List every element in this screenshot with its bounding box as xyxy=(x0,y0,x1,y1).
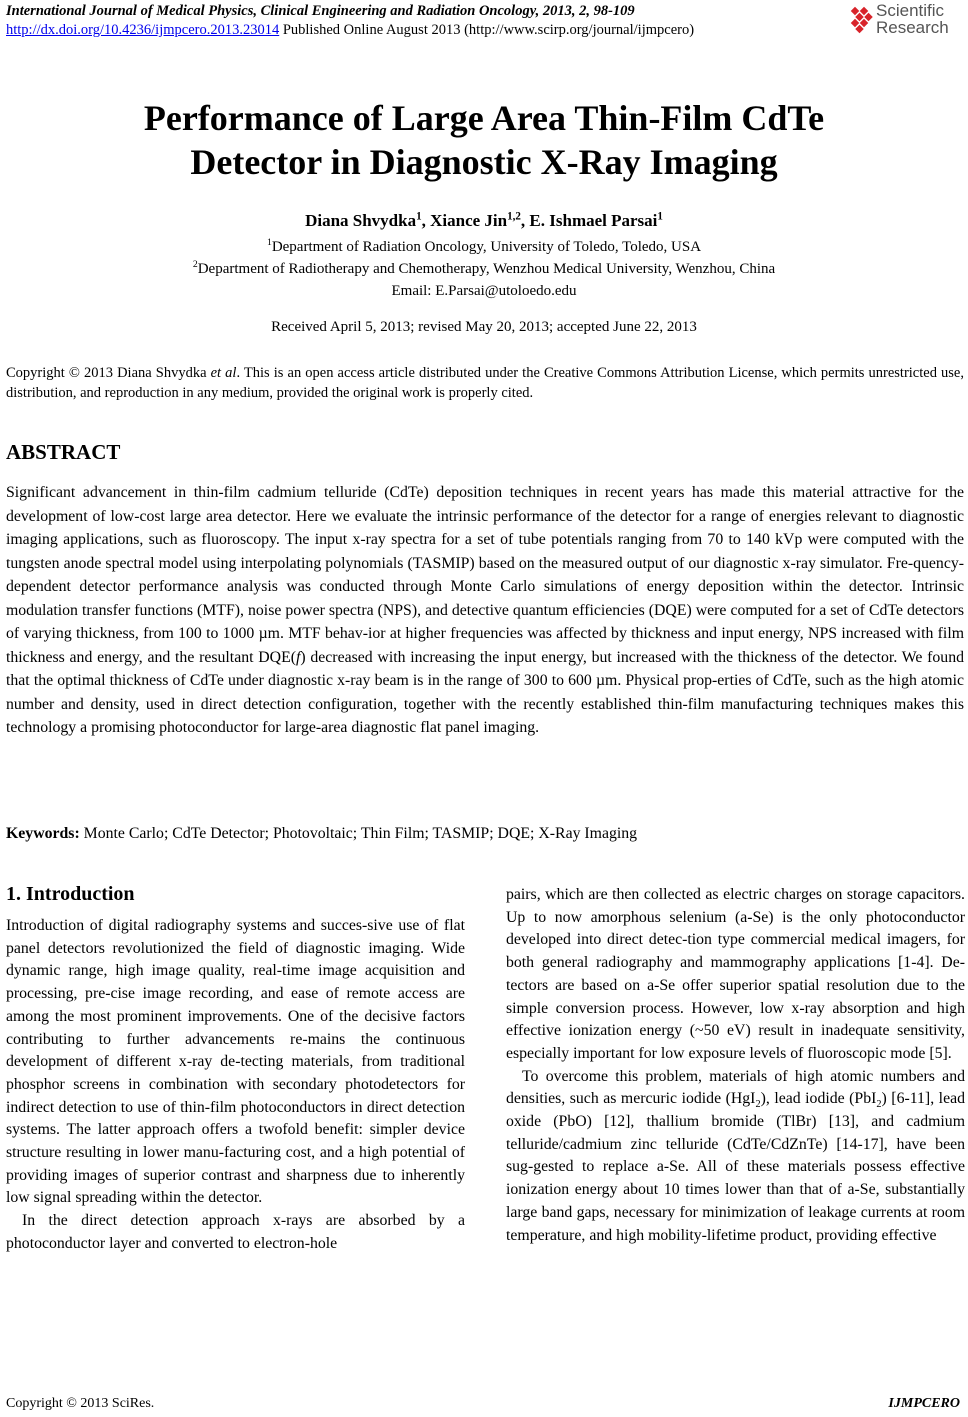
abstract-f: f xyxy=(295,648,301,666)
left-column xyxy=(6,880,465,1256)
doi-link[interactable]: http://dx.doi.org/10.4236/ijmpcero.2013.23014 xyxy=(6,22,280,38)
footer-journal: IJMPCERO xyxy=(888,1396,960,1411)
title-line1: Performance of Large Area Thin-Film CdTe xyxy=(143,98,825,138)
author-1-sup: 1 xyxy=(416,210,422,223)
published-info: Published Online August 2013 (http://www.scirp.org/journal/ijmpcero) xyxy=(279,22,695,38)
copyright-notice xyxy=(6,363,964,403)
right-column xyxy=(506,884,965,1247)
publisher-logo xyxy=(848,2,968,42)
volume-info: , 2013, 2, 98-109 xyxy=(535,3,635,19)
footer-copyright: Copyright © 2013 SciRes. xyxy=(6,1396,155,1411)
author-list: Diana Shvydka$^1$, Xiance Jin$^{1,2}$, E. Ishmael Parsai$^1$ xyxy=(305,210,663,230)
p4-sub2: 2 xyxy=(876,1099,882,1111)
author-1: Diana Shvydka xyxy=(305,211,417,230)
paper-title xyxy=(0,96,968,184)
affiliation-1-text: Department of Radiation Oncology, University of Toledo, Toledo, USA xyxy=(271,239,702,255)
affiliation-2-sup: 2 xyxy=(192,259,198,270)
affiliation-1 xyxy=(0,238,968,257)
journal-line xyxy=(6,2,836,21)
p4-a: To overcome this problem, materials of high atomic numbers and densities, such as mercuric iodide (HgI xyxy=(506,1067,965,1108)
affiliation-1-sup: 1 xyxy=(266,237,272,248)
intro-paragraph-1: Introduction of digital radiography systems and succes-sive use of flat panel detectors revolutionized the field of diagnostic imaging. Wide dynamic range, high image quality, real-time image acquisition and processing, pre-cise image recording, and ease of remote access are among the most prominent improvements. One of the decisive factors contributing to further advancements re-mains the continuous development of different x-ray de-tecting materials, from traditional phosphor screens in combination with secondary photodetectors for indirect detection to use of thin-film photoconductors in direct detection systems. The latter approach offers a twofold benefit: simpler device structure resulting in lower manu-facturing cost, and a high potential of providing images of superior contrast and sharpness due to inherently low signal spreading within the detector. xyxy=(6,917,465,1207)
logo-text xyxy=(876,2,949,36)
email: Email: E.Parsai@utoloedo.edu xyxy=(391,283,577,299)
abstract-body xyxy=(6,481,964,740)
received-dates: Received April 5, 2013; revised May 20, 2013; accepted June 22, 2013 xyxy=(271,319,697,335)
author-3-sup: 1 xyxy=(657,210,663,223)
p4-b: ), lead iodide (PbI xyxy=(760,1090,877,1108)
scientific-research-logo-icon xyxy=(850,6,874,34)
copyright-pre: Copyright © 2013 Diana Shvydka xyxy=(6,365,211,381)
journal-name: International Journal of Medical Physics, Clinical Engineering and Radiation Oncology xyxy=(6,3,536,19)
keywords-text: Monte Carlo; CdTe Detector; Photovoltaic; Thin Film; TASMIP; DQE; X-Ray Imaging xyxy=(79,825,638,842)
title-line2: Detector in Diagnostic X-Ray Imaging xyxy=(190,142,778,182)
affiliation-2-text: Department of Radiotherapy and Chemotherapy, Wenzhou Medical University, Wenzhou, China xyxy=(197,261,776,277)
journal-header xyxy=(6,2,836,40)
abstract-part2: ) decreased with increasing the input energy, but increased with the thickness of the detector. We found that the optimal thickness of CdTe under diagnostic x-ray beam is in the range of 300 to 600 µm. Physical prop-erties of CdTe, such as the high atomic number and density, used in direct detection configuration, together with the recently established thin-film manufacturing techniques makes this technology a promising photoconductor for large-area diagnostic flat panel imaging. xyxy=(6,648,964,736)
p4-c: ) [6-11], lead oxide (PbO) [12], thallium bromide (TlBr) [13], and cadmium telluride/cadmium zinc telluride (CdTe/CdZnTe) [14-17], have been sug-gested to replace a-Se. All of these materials possess effective ionization energy about 10 times lower than that of a-Se, substantially large band gaps, necessary for minimization of leakage currents at room temperature, and high mobility-lifetime product, providing effective xyxy=(506,1090,965,1244)
copyright-etal: et al xyxy=(210,365,237,381)
p4-sub1: 2 xyxy=(755,1099,761,1111)
author-3: E. Ishmael Parsai xyxy=(529,211,658,230)
logo-line2: Research xyxy=(876,18,949,37)
author-2-sup: 1,2 xyxy=(507,210,521,223)
page-footer xyxy=(6,1396,964,1412)
copyright-post: . This is an open access article distributed under the Creative Commons Attribution License, which permits unrestricted use, distribution, and reproduction in any medium, provided the original work is properly cited. xyxy=(6,365,964,401)
abstract-heading: ABSTRACT xyxy=(6,440,121,464)
section-heading: 1. Introduction xyxy=(6,883,135,905)
intro-paragraph-2: In the direct detection approach x-rays are absorbed by a photoconductor layer and converted to electron-hole xyxy=(6,1212,465,1252)
intro-paragraph-4 xyxy=(506,1066,965,1248)
keywords xyxy=(6,825,964,843)
intro-paragraph-3: pairs, which are then collected as electric charges on storage capacitors. Up to now amorphous selenium (a-Se) is the only photoconductor developed into direct detec-tion type commercial medical imagers, for both general radiography and mammography applications [1-4]. De-tectors are based on a-Se offer superior spatial resolution due to the simple conversion process. However, low x-ray absorption and high effective ionization energy (~50 eV) result in inadequate sensitivity, especially important for low exposure levels of fluoroscopic mode [5]. xyxy=(506,886,965,1062)
doi-line xyxy=(6,21,836,40)
keywords-label: Keywords: xyxy=(6,825,80,842)
logo-line1: Scientific xyxy=(876,1,945,20)
abstract-part1: Significant advancement in thin-film cadmium telluride (CdTe) deposition techniques in recent years has made this material attractive for the development of low-cost large area detector. Here we evaluate the intrinsic performance of the detector for a range of energies relevant to diagnostic imaging applications, such as fluoroscopy. The input x-ray spectra for a set of tube potentials ranging from 70 to 140 kVp were computed with the tungsten anode spectral model using interpolating polynomials (TASMIP) based on the measured output of our diagnostic x-ray simulator. Fre-quency-dependent detector performance analysis was conducted through Monte Carlo simulations of energy deposition within the detector. Intrinsic modulation transfer functions (MTF), noise power spectra (NPS), and detective quantum efficiencies (DQE) were computed for a set of CdTe detectors of varying thickness, from 100 to 1000 µm. MTF behav-ior at higher frequencies was affected by thickness and input energy, NPS increased with film thickness and energy, and the resultant DQE( xyxy=(6,484,964,666)
author-2: Xiance Jin xyxy=(430,211,508,230)
affiliation-2 xyxy=(0,260,968,279)
